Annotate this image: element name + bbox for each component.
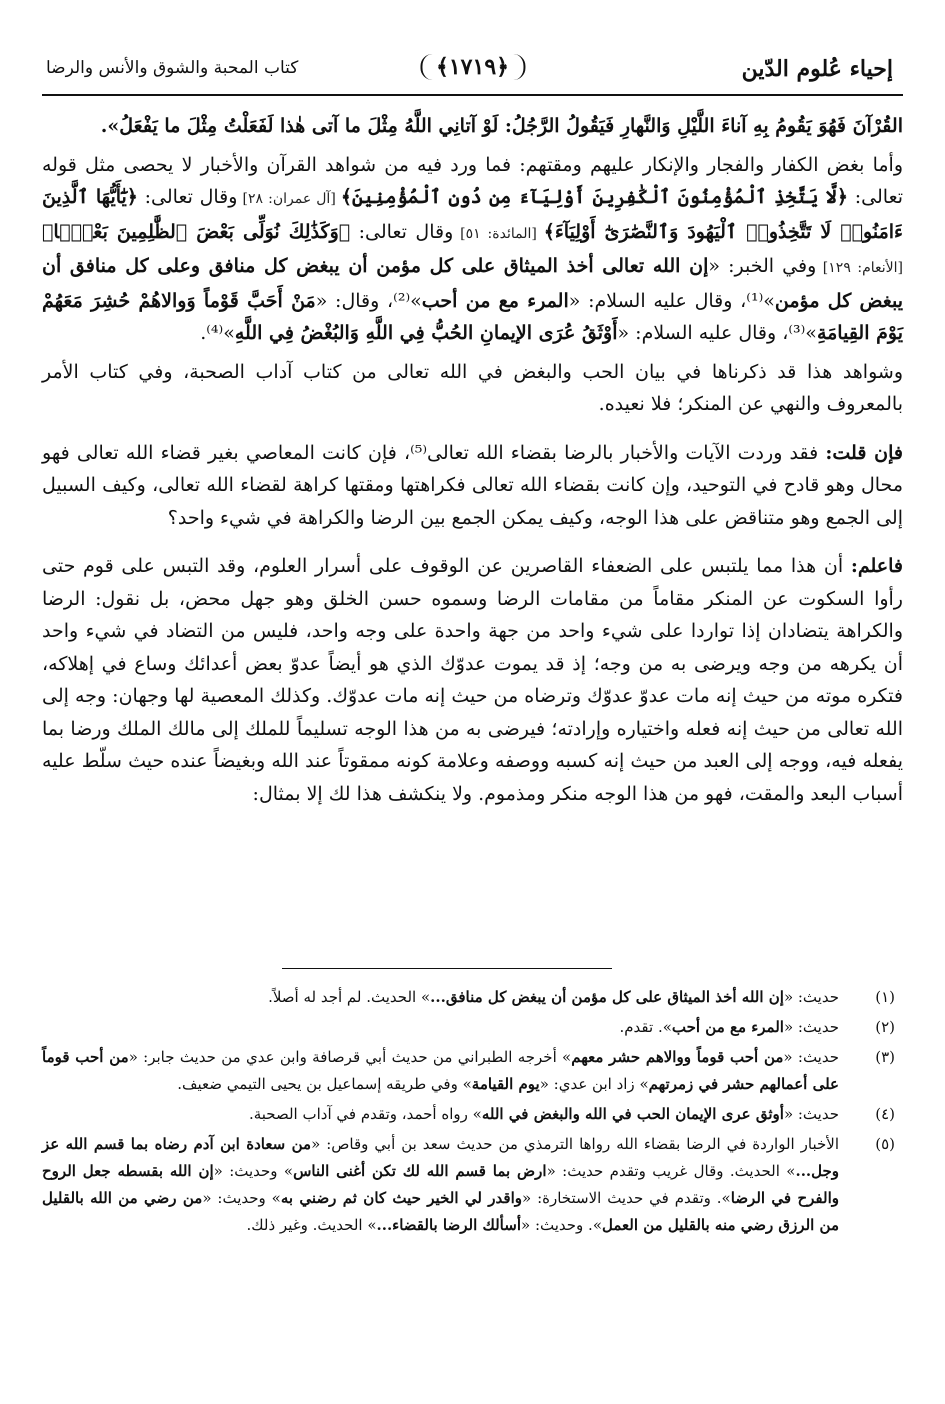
footnote: (٣) حديث: «من أحب قوماً ووالاهم حشر معهم» أخرجه الطبراني من حديث أبي قرصافة وابن عدي من حديث جابر: «من أحب قوماً على أعمالهم حشر في زمرتهم» زاد ابن عدي: «يوم القيامة» وفي طريقه إسماعيل بن يحيى التيمي ضعيف. [42, 1044, 897, 1098]
page-header [42, 52, 903, 96]
hadith-continuation: القُرْآنَ فَهُوَ يَقُومُ بِهِ آناءَ اللَّيْلِ وَالنَّهارِ فَيَقُولُ الرَّجُلُ: لَوْ آتانِي اللَّهُ مِثْلَ ما آتى هٰذا لَفَعَلْتُ مِثْلَ ما يَفْعَلُ». [100, 115, 903, 137]
paragraph-answer: فاعلم: أن هذا مما يلتبس على الضعفاء القاصرين عن الوقوف على أسرار العلوم، وقد التبس على قوم حتى رأوا السكوت عن المنكر مقاماً من مقامات الرضا وسموه حسن الخلق وهو جهل محض، بل نقول: الرضا والكراهة يتضادان إذا تواردا على شيء واحد من جهة واحدة على وجه واحد، فليس من التضاد في شيء واحد أن يكرهه من وجه ويرضى به من وجه؛ إذ قد يموت عدوّك الذي هو أيضاً عدوّ بعض أعدائك وساع في إهلاكه، فتكره موته من حيث إنه مات عدوّ عدوّك وترضاه من حيث إنه مات عدوّك. وكذلك المعصية لها وجهان: وجه إلى الله تعالى من حيث إنه فعله واختياره وإرادته؛ فيرضى به من هذا الوجه تسليماً للملك إلى مالك الملك ورضا بما يفعله فيه، ووجه إلى العبد من حيث إنه كسبه ووصفه وعلامة كونه ممقوتاً عند الله وبغيضاً عنده حيث سلّط عليه أسباب البعد والمقت، فهو من هذا الوجه منكر ومذموم. ولا ينكشف هذا لك إلا بمثال: [42, 555, 903, 805]
chapter-title: كتاب المحبة والشوق والأنس والرضا [46, 58, 299, 78]
footnote-divider [282, 968, 612, 969]
paragraph-hatred-of-disbelievers: وأما بغض الكفار والفجار والإنكار عليهم ومقتهم: فما ورد فيه من شواهد القرآن والأخبار لا يحصى مثل قوله تعالى: ﴿لَّا يَتَّخِذِ ٱلْمُؤْمِنُونَ ٱلْكَٰفِرِينَ أَوْلِيَآءَ مِن دُونِ ٱلْمُؤْمِنِينَ﴾ [آل عمران: ٢٨] وقال تعالى: ﴿يَٰٓأَيُّهَا ٱلَّذِينَ ءَامَنُوا۟ لَا تَتَّخِذُوا۟ ٱلْيَهُودَ وَٱلنَّصَٰرَىٰٓ أَوْلِيَآءَ﴾ [المائدة: ٥١] وقال تعالى: ﴿وَكَذَٰلِكَ نُوَلِّى بَعْضَ ٱلظَّٰلِمِينَ بَعْضًۢا﴾ [الأنعام: ١٢٩] وفي الخبر: «إن الله تعالى أخذ الميثاق على كل مؤمن أن يبغض كل منافق وعلى كل منافق أن يبغض كل مؤمن»⁽¹⁾، وقال عليه السلام: «المرء مع من أحب»⁽²⁾، وقال: «مَنْ أَحَبَّ قَوْماً وَوالاهُمْ حُشِرَ مَعَهُمْ يَوْمَ القِيامَةِ»⁽³⁾، وقال عليه السلام: «أَوْثَقُ عُرَى الإيمانِ الحُبُّ فِي اللَّهِ وَالبُغْضُ فِي اللَّهِ»⁽⁴⁾. [42, 153, 904, 344]
objection-lead: فإن قلت: [825, 441, 904, 464]
paragraph-objection: فإن قلت: فقد وردت الآيات والأخبار بالرضا بقضاء الله تعالى⁽⁵⁾، فإن كانت المعاصي بغير قضاء الله تعالى فهو محال وهو قادح في التوحيد، وإن كانت بقضاء الله تعالى فكراهتها ومقتها كراهة لقضاء الله تعالى، وكيف السبيل إلى الجمع وهو متناقض على هذا الوجه، وكيف يمكن الجمع بين الرضا والكراهة في شيء واحد؟ [42, 441, 904, 529]
quran-verse: ﴿وَكَذَٰلِكَ نُوَلِّى بَعْضَ ٱلظَّٰلِمِينَ بَعْضًۢا﴾ [42, 220, 351, 243]
footnotes [42, 984, 897, 1242]
paragraph-evidence-reference: وشواهد هذا قد ذكرناها في بيان الحب والبغض في الله تعالى من كتاب آداب الصحبة، وفي كتاب الأمر بالمعروف والنهي عن المنكر؛ فلا نعيده. [42, 360, 903, 415]
hadith-text: إن الله تعالى أخذ الميثاق على كل مؤمن أن يبغض كل منافق وعلى كل منافق أن يبغض كل مؤمن [42, 255, 903, 312]
book-title: إحياء عُلوم الدّين [741, 56, 893, 82]
hadith-text: أَوْثَقُ عُرَى الإيمانِ الحُبُّ فِي اللَّهِ وَالبُغْضُ فِي اللَّهِ [234, 322, 618, 344]
main-text [42, 110, 903, 810]
verse-citation: [الأنعام: ١٢٩] [816, 260, 904, 276]
quran-verse: ﴿لَّا يَتَّخِذِ ٱلْمُؤْمِنُونَ ٱلْكَٰفِرِينَ أَوْلِيَآءَ مِن دُونِ ٱلْمُؤْمِنِينَ﴾ [340, 186, 849, 208]
answer-lead: فاعلم: [850, 555, 903, 577]
footnote-number: (٤) [875, 1105, 895, 1123]
footnote-number: (٣) [875, 1048, 895, 1066]
footnote: (٥) الأخبار الواردة في الرضا بقضاء الله رواها الترمذي من حديث سعد بن أبي وقاص: «من سعادة ابن آدم رضاه بما قسم الله عز وجل...» الحديث. وقال غريب وتقدم حديث: «ارض بما قسم الله لك تكن أغنى الناس» وحديث: «إن الله بقسطه جعل الروح والفرح في الرضا». وتقدم في حديث الاستخارة: «واقدر لي الخير حيث كان ثم رضني به» وحديث: «من رضي من الله بالقليل من الرزق رضي منه بالقليل من العمل». وحديث: «أسألك الرضا بالقضاء...» الحديث. وغير ذلك. [42, 1131, 897, 1239]
footnote-number: (١) [875, 988, 895, 1006]
footnote: (١) حديث: «إن الله أخذ الميثاق على كل مؤمن أن يبغض كل منافق...» الحديث. لم أجد له أصلاً. [42, 984, 897, 1011]
footnote: (٤) حديث: «أوثق عرى الإيمان الحب في الله والبغض في الله» رواه أحمد، وتقدم في آداب الصحبة. [42, 1101, 897, 1128]
footnote: (٢) حديث: «المرء مع من أحب». تقدم. [42, 1014, 897, 1041]
page-number: ﴿١٧١٩﴾ [420, 54, 525, 80]
footnote-number: (٥) [875, 1135, 895, 1153]
verse-citation: [آل عمران: ٢٨] [237, 191, 341, 207]
paragraph-quran-continuation [42, 110, 903, 143]
quran-verse: ﴿يَٰٓأَيُّهَا ٱلَّذِينَ ءَامَنُوا۟ لَا تَتَّخِذُوا۟ ٱلْيَهُودَ وَٱلنَّصَٰرَىٰٓ أَوْلِيَآءَ﴾ [42, 186, 903, 243]
verse-citation: [المائدة: ٥١] [453, 225, 544, 242]
hadith-text: المرء مع من أحب [421, 289, 569, 312]
hadith-text: مَنْ أَحَبَّ قَوْماً وَوالاهُمْ حُشِرَ مَعَهُمْ يَوْمَ القِيامَةِ [42, 289, 903, 344]
footnote-number: (٢) [875, 1018, 895, 1036]
